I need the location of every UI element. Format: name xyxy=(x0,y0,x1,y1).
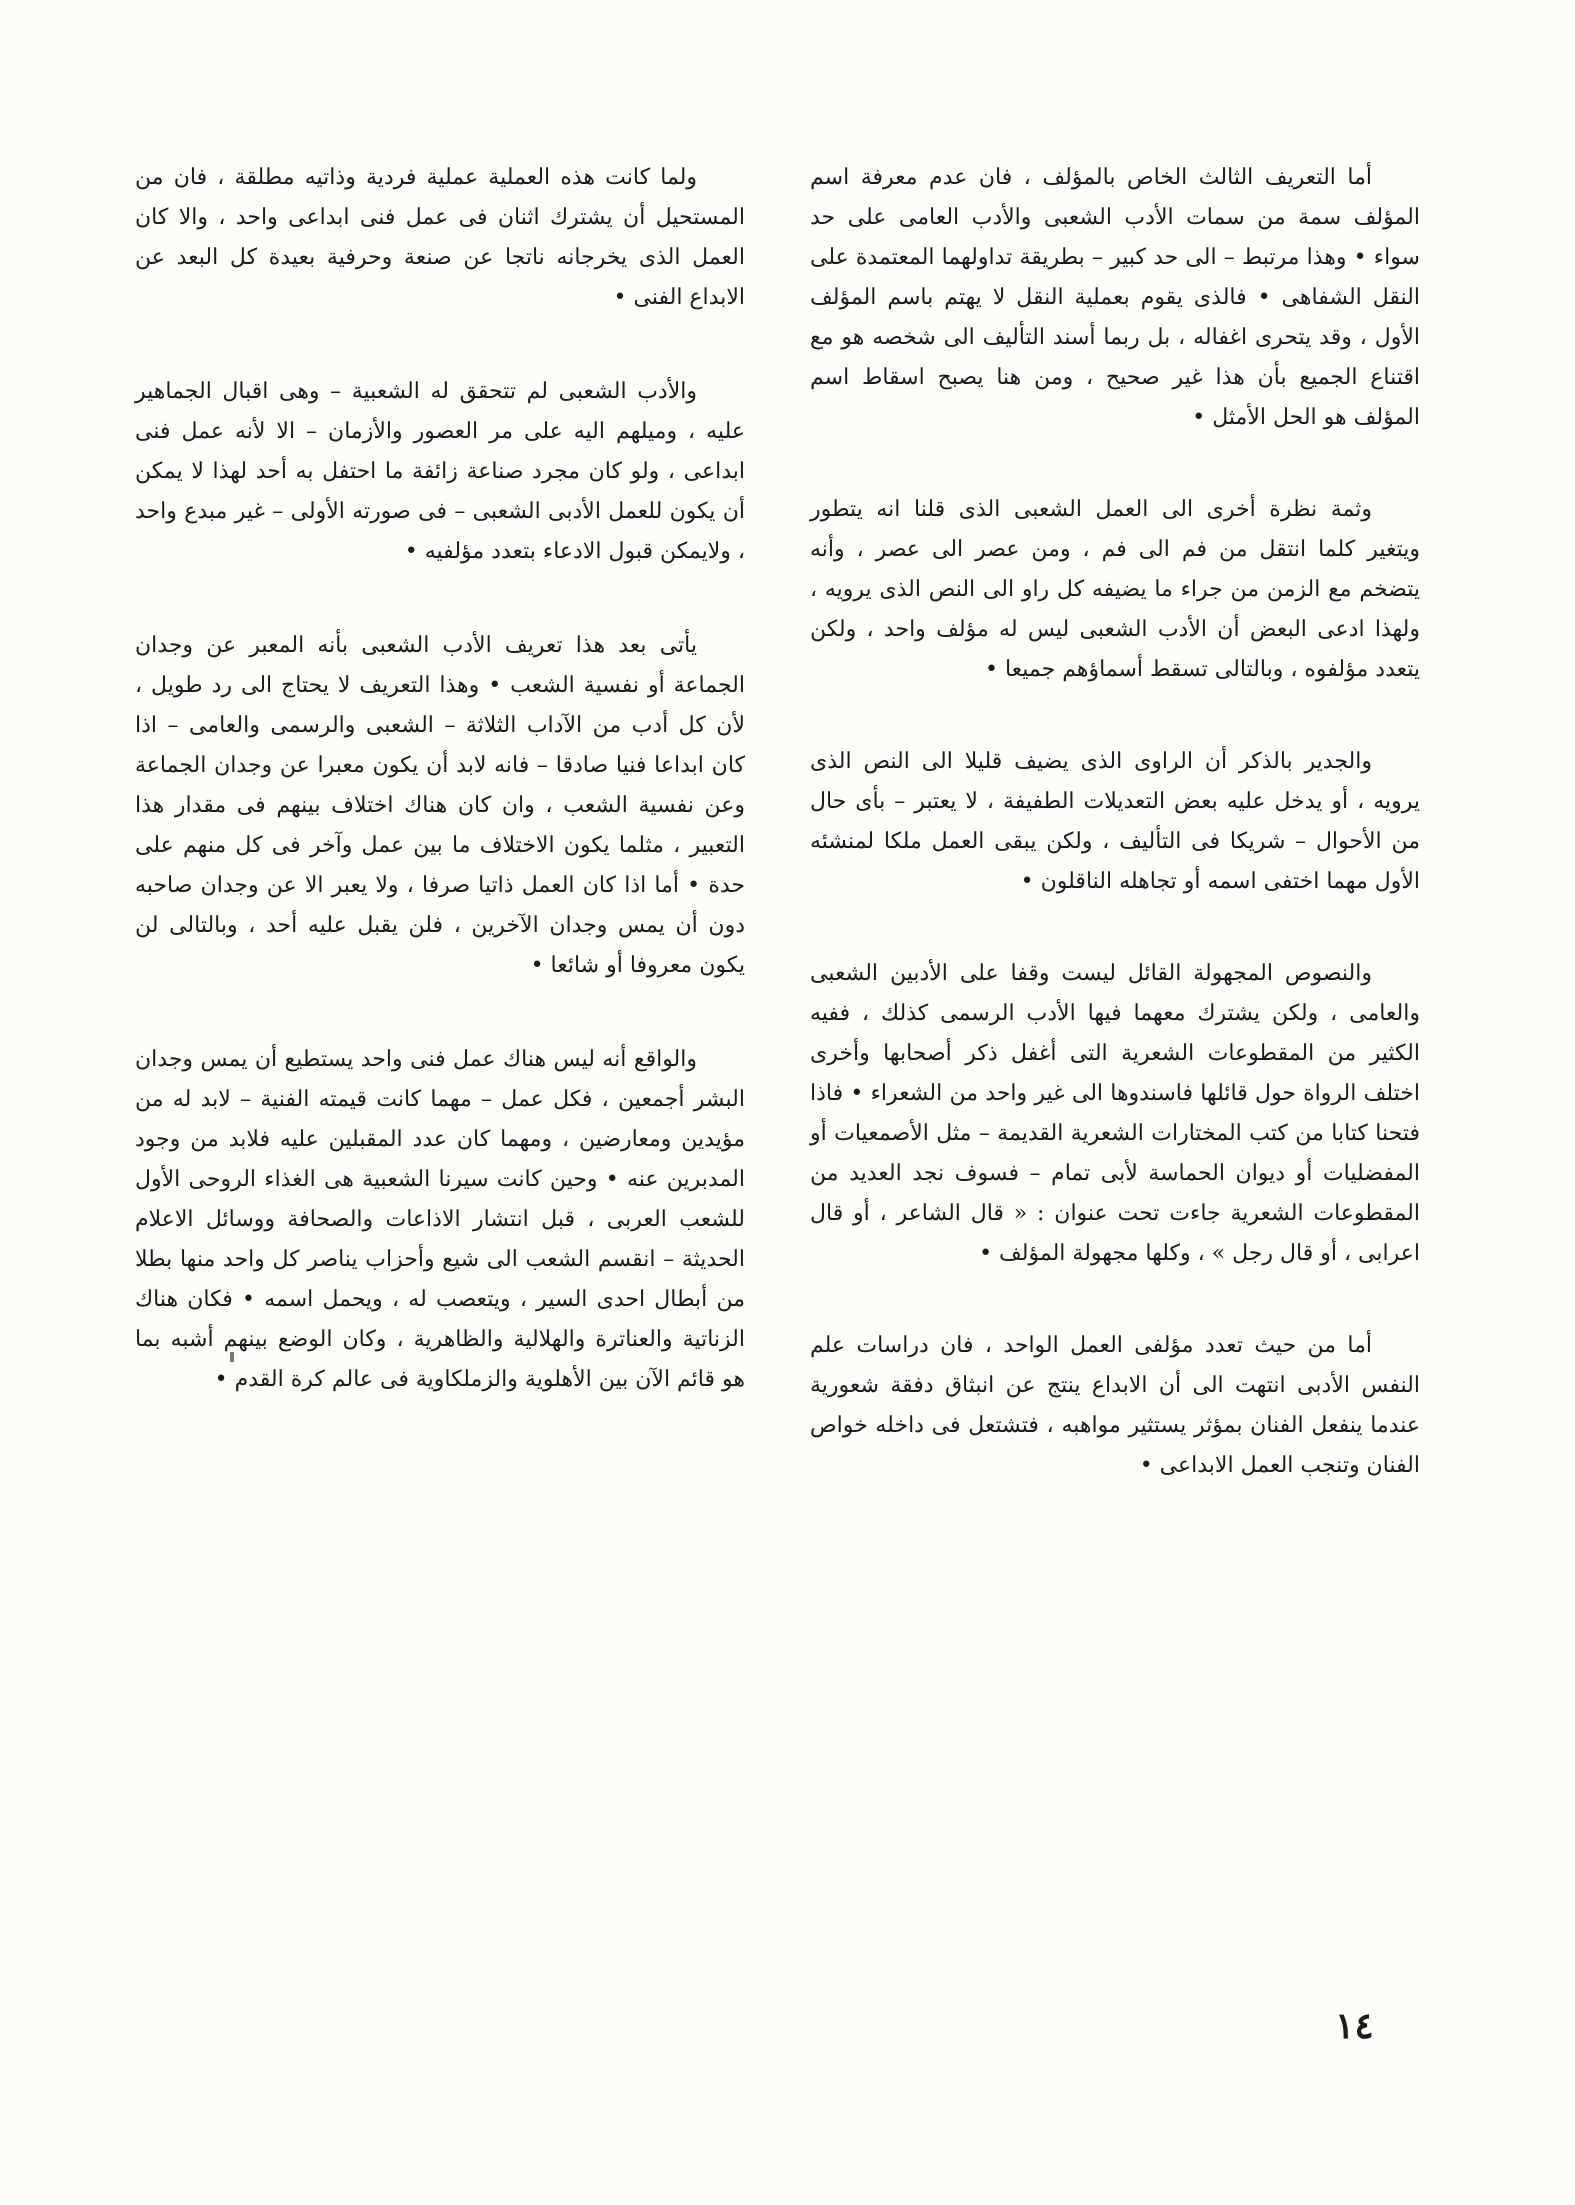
paragraph: والواقع أنه ليس هناك عمل فنى واحد يستطيع أن يمس وجدان البشر أجمعين ، فكل عمل – مهما كانت قيمته الفنية – لابد له من مؤيدين ومعارضين ، ومهما كان عدد المقبلين عليه فلابد من وجود المدبرين عنه • وحين كانت سيرنا الشعبية هى الغذاء الروحى الأول للشعب العربى ، قبل انتشار الاذاعات والصحافة ووسائل الاعلام الحديثة – انقسم الشعب الى شيع وأحزاب يناصر كل واحد منها بطلا من أبطال احدى السير ، ويتعصب له ، ويحمل اسمه • فكان هناك الزناتية والعناترة والهلالية والظاهرية ، وكان الوضع بينهم أشبه بما هو قائم الآن بين الأهلوية والزملكاوية فى عالم كرة القدم • xyxy=(135,1047,745,1392)
paragraph: وثمة نظرة أخرى الى العمل الشعبى الذى قلنا انه يتطور ويتغير كلما انتقل من فم الى فم ، ومن عصر الى عصر ، وأنه يتضخم مع الزمن من جراء ما يضيفه كل راو الى النص الذى يرويه ، ولهذا ادعى البعض أن الأدب الشعبى ليس له مؤلف واحد ، ولكن يتعدد مؤلفوه ، وبالتالى تسقط أسماؤهم جميعا • xyxy=(810,497,1420,682)
print-mark xyxy=(230,1352,234,1362)
paragraph: والجدير بالذكر أن الراوى الذى يضيف قليلا الى النص الذى يرويه ، أو يدخل عليه بعض التعديلات الطفيفة ، لا يعتبر – بأى حال من الأحوال – شريكا فى التأليف ، ولكن يبقى العمل ملكا لمنشئه الأول مهما اختفى اسمه أو تجاهله الناقلون • xyxy=(810,749,1420,894)
paragraph: يأتى بعد هذا تعريف الأدب الشعبى بأنه المعبر عن وجدان الجماعة أو نفسية الشعب • وهذا التعريف لا يحتاج الى رد طويل ، لأن كل أدب من الآداب الثلاثة – الشعبى والرسمى والعامى – اذا كان ابداعا فنيا صادقا – فانه لابد أن يكون معبرا عن وجدان الجماعة وعن نفسية الشعب ، وان كان هناك اختلاف بينهم فى مقدار هذا التعبير ، مثلما يكون الاختلاف ما بين عمل وآخر فى كل منهم على حدة • أما اذا كان العمل ذاتيا صرفا ، ولا يعبر الا عن وجدان صاحبه دون أن يمس وجدان الآخرين ، فلن يقبل عليه أحد ، وبالتالى لن يكون معروفا أو شائعا • xyxy=(135,633,745,978)
paragraph: أما من حيث تعدد مؤلفى العمل الواحد ، فان دراسات علم النفس الأدبى انتهت الى أن الابداع ينتج عن انبثاق دفقة شعورية عندما ينفعل الفنان بمؤثر يستثير مواهبه ، فتشتعل فى داخله خواص الفنان وتنجب العمل الابداعى • xyxy=(810,1333,1420,1478)
paragraph: والأدب الشعبى لم تتحقق له الشعبية – وهى اقبال الجماهير عليه ، وميلهم اليه على مر العصور والأزمان – الا لأنه عمل فنى ابداعى ، ولو كان مجرد صناعة زائفة ما احتفل به أحد لهذا لا يمكن أن يكون للعمل الأدبى الشعبى – فى صورته الأولى – غير مبدع واحد ، ولايمكن قبول الادعاء بتعدد مؤلفيه • xyxy=(135,379,745,564)
paragraph: ولما كانت هذه العملية عملية فردية وذاتيه مطلقة ، فان من المستحيل أن يشترك اثنان فى عمل فنى ابداعى واحد ، والا كان العمل الذى يخرجانه ناتجا عن صنعة وحرفية بعيدة كل البعد عن الابداع الفنى • xyxy=(135,165,745,310)
paragraph: والنصوص المجهولة القائل ليست وقفا على الأدبين الشعبى والعامى ، ولكن يشترك معهما فيها الأدب الرسمى كذلك ، ففيه الكثير من المقطوعات الشعرية التى أغفل ذكر أصحابها وأخرى اختلف الرواة حول قائلها فاسندوها الى غير واحد من الشعراء • فاذا فتحنا كتابا من كتب المختارات الشعرية القديمة – مثل الأصمعيات أو المفضليات أو ديوان الحماسة لأبى تمام – فسوف نجد العديد من المقطوعات الشعرية جاءت تحت عنوان : « قال الشاعر ، أو قال اعرابى ، أو قال رجل » ، وكلها مجهولة المؤلف • xyxy=(810,961,1420,1266)
right-text-column xyxy=(810,158,1420,1538)
page-number: ١٤ xyxy=(1335,2005,1374,2047)
left-text-column xyxy=(135,158,745,1454)
paragraph: أما التعريف الثالث الخاص بالمؤلف ، فان عدم معرفة اسم المؤلف سمة من سمات الأدب الشعبى والأدب العامى على حد سواء • وهذا مرتبط – الى حد كبير – بطريقة تداولهما المعتمدة على النقل الشفاهى • فالذى يقوم بعملية النقل لا يهتم باسم المؤلف الأول ، وقد يتحرى اغفاله ، بل ربما أسند التأليف الى شخصه هو مع اقتناع الجميع بأن هذا غير صحيح ، ومن هنا يصبح اسقاط اسم المؤلف هو الحل الأمثل • xyxy=(810,165,1420,430)
